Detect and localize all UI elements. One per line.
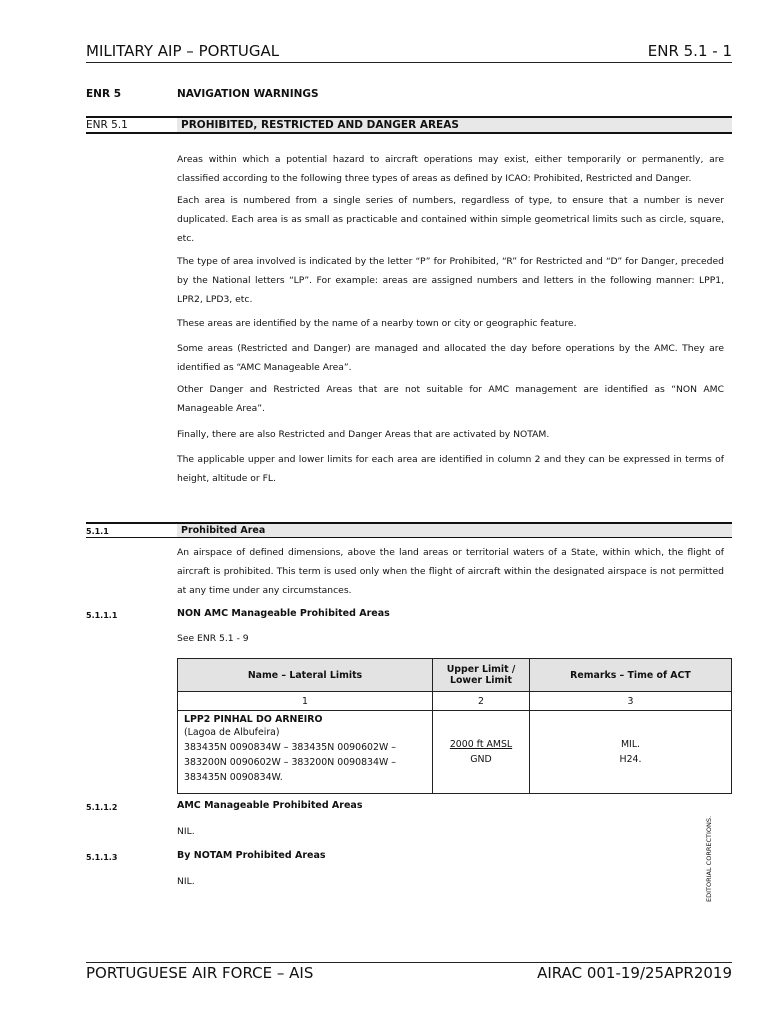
header-cell: Name – Lateral Limits: [178, 659, 433, 692]
table-row: [178, 711, 732, 794]
intro-paragraph: Other Danger and Restricted Areas that are not suitable for AMC management are identified as “NON AMC Manageable Area”.: [177, 384, 724, 414]
footer-left: PORTUGUESE AIR FORCE – AIS: [86, 964, 314, 982]
lower-limit: GND: [470, 754, 492, 765]
area-coordinates: 383435N 0090834W – 383435N 0090602W –: [184, 742, 396, 753]
s5112-text: NIL.: [177, 826, 195, 837]
table-header-row: [178, 659, 732, 692]
divider: [86, 537, 732, 538]
s511-text: An airspace of defined dimensions, above the land areas or territorial waters of a State, within which, the flight of aircraft is prohibited. This term is used only when the flight of aircraft within the designated airspace is not permitted at any time under any circumstances.: [177, 547, 724, 596]
header-left: MILITARY AIP – PORTUGAL: [86, 42, 280, 60]
subsection-number: ENR 5.1: [86, 119, 128, 131]
intro-paragraph: The applicable upper and lower limits for each area are identified in column 2 and they can be expressed in terms of height, altitude or FL.: [177, 454, 724, 484]
prohibited-areas-table: [177, 658, 732, 794]
header-right: ENR 5.1 - 1: [647, 42, 732, 60]
remarks-line: MIL.: [620, 739, 641, 750]
s5111-text: See ENR 5.1 - 9: [177, 633, 249, 644]
column-number: 1: [178, 692, 433, 711]
column-number: 3: [530, 692, 732, 711]
section-number: ENR 5: [86, 88, 122, 100]
upper-limit: 2000 ft AMSL: [449, 739, 513, 750]
intro-paragraph: The type of area involved is indicated by the letter “P” for Prohibited, “R” for Restricted and “D” for Danger, preceded by the National letters “LP”. For example: areas are assigned numbers and letters in the following manner: LPP1, LPR2, LPD3, etc.: [177, 256, 724, 305]
s5113-number: 5.1.1.3: [86, 853, 118, 862]
remarks-cell: [530, 711, 732, 794]
area-coordinates: 383435N 0090834W.: [184, 772, 283, 783]
section-title: NAVIGATION WARNINGS: [177, 88, 319, 100]
area-coordinates: 383200N 0090602W – 383200N 0090834W –: [184, 757, 396, 768]
remarks-line: H24.: [619, 754, 642, 765]
intro-paragraph: Areas within which a potential hazard to aircraft operations may exist, either temporarily or permanently, are classified according to the following three types of areas as defined by ICAO: Prohibited, Restricted and Danger.: [177, 154, 724, 184]
divider: [86, 132, 732, 134]
header-cell: Remarks – Time of ACT: [530, 659, 732, 692]
page-header: [86, 40, 732, 63]
s511-number: 5.1.1: [86, 527, 109, 536]
table-number-row: [178, 692, 732, 711]
s5112-number: 5.1.1.2: [86, 803, 118, 812]
header-cell: Upper Limit / Lower Limit: [433, 659, 530, 692]
s5113-text: NIL.: [177, 876, 195, 887]
limits-cell: [433, 711, 530, 794]
intro-paragraph: Finally, there are also Restricted and Danger Areas that are activated by NOTAM.: [177, 429, 550, 440]
column-number: 2: [433, 692, 530, 711]
intro-paragraph: Each area is numbered from a single series of numbers, regardless of type, to ensure that a number is never duplicated. Each area is as small as practicable and contained within simple geometrical limits such as circle, square, etc.: [177, 195, 724, 244]
intro-paragraph: These areas are identified by the name of a nearby town or city or geographic feature.: [177, 318, 577, 329]
name-cell: [178, 711, 433, 794]
area-subname: (Lagoa de Albufeira): [184, 727, 280, 738]
s5111-number: 5.1.1.1: [86, 611, 118, 620]
s5111-title: NON AMC Manageable Prohibited Areas: [177, 608, 390, 619]
subsection-title: PROHIBITED, RESTRICTED AND DANGER AREAS: [181, 119, 459, 131]
side-note: EDITORIAL CORRECTIONS.: [705, 815, 713, 902]
s511-title: Prohibited Area: [181, 525, 266, 536]
s5112-title: AMC Manageable Prohibited Areas: [177, 800, 363, 811]
intro-paragraph: Some areas (Restricted and Danger) are managed and allocated the day before operations by the AMC. They are identified as “AMC Manageable Area”.: [177, 343, 724, 373]
footer-right: AIRAC 001-19/25APR2019: [537, 964, 732, 982]
area-name: LPP2 PINHAL DO ARNEIRO: [184, 714, 323, 725]
page-footer: [86, 962, 732, 985]
s5113-title: By NOTAM Prohibited Areas: [177, 850, 326, 861]
